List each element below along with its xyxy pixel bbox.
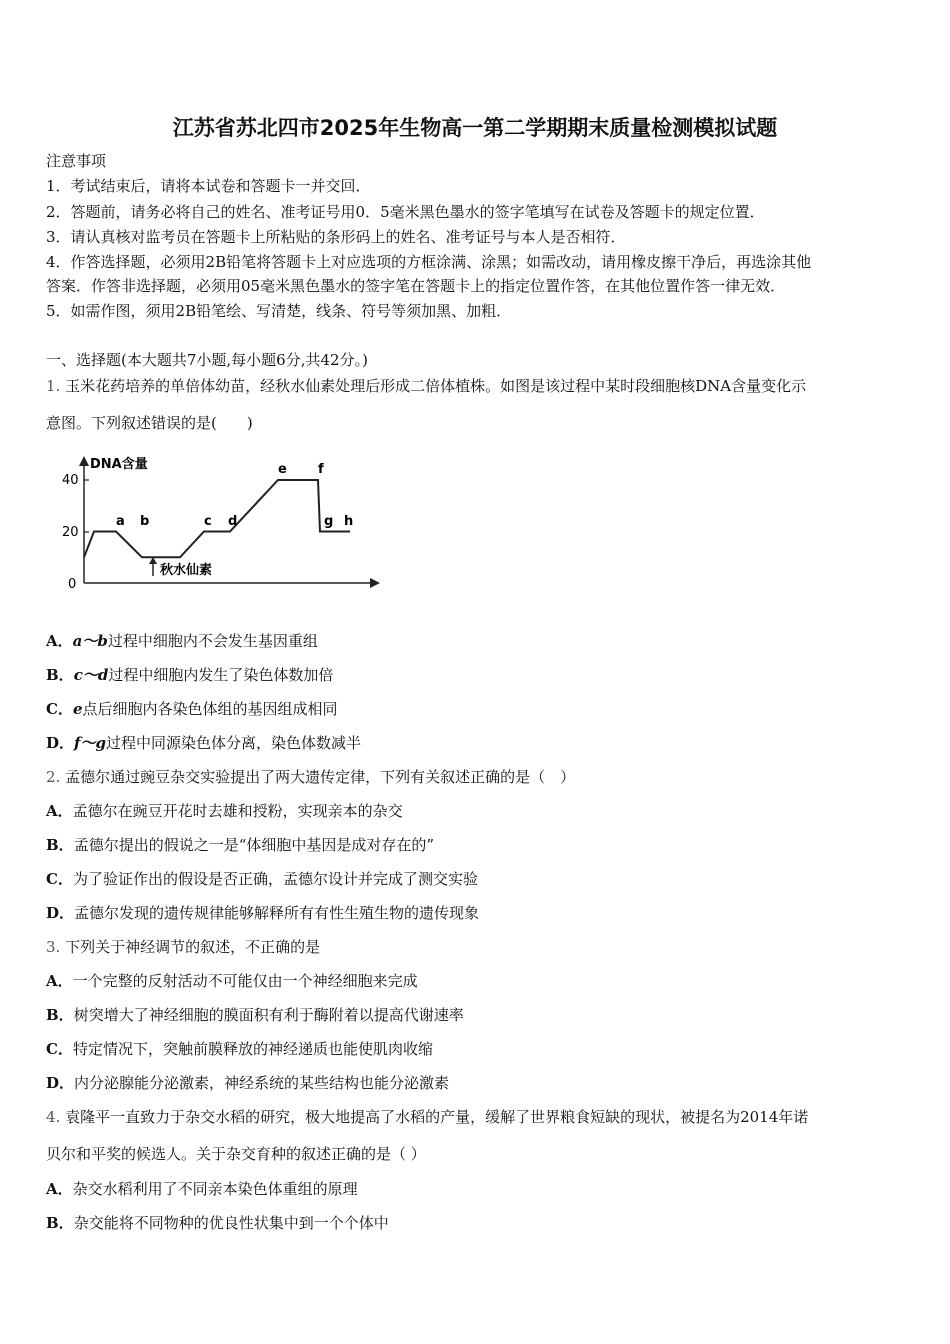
point-label-g: g [324, 514, 334, 529]
question-2 [46, 767, 906, 787]
question-1 [46, 376, 906, 396]
notice-item: 答案．作答非选择题，必须用05毫米黑色墨水的签字笔在答题卡上的指定位置作答，在其他位置作答一律无效． [46, 277, 786, 295]
y-tick-label: 0 [68, 577, 77, 592]
option-text: 特定情况下，突触前膜释放的神经递质也能使肌肉收缩 [72, 1040, 433, 1058]
option-4a[interactable] [46, 1179, 906, 1199]
option-letter: A． [46, 632, 73, 650]
notice-item: 1．考试结束后，请将本试卷和答题卡一并交回． [46, 177, 371, 195]
option-letter: A． [46, 1180, 73, 1198]
option-letter: B． [46, 666, 74, 684]
option-3b[interactable] [46, 1005, 906, 1025]
option-text: 为了验证作出的假设是否正确，孟德尔设计并完成了测交实验 [72, 870, 478, 888]
option-text: 过程中同源染色体分离，染色体数减半 [105, 734, 361, 752]
question-text: 下列关于神经调节的叙述，不正确的是 [65, 938, 321, 956]
option-4b[interactable] [46, 1213, 906, 1233]
option-letter: C． [46, 700, 73, 718]
section-heading: 一、选择题(本大题共7小题,每小题6分,共42分。) [46, 351, 368, 369]
notice-item: 2．答题前，请务必将自己的姓名、准考证号用0．5毫米黑色墨水的签字笔填写在试卷及答题卡的规定位置． [46, 203, 765, 221]
point-label-d: d [228, 514, 238, 529]
option-text: 孟德尔提出的假说之一是“体细胞中基因是成对存在的” [73, 836, 435, 854]
question-text: 孟德尔通过豌豆杂交实验提出了两大遗传定律，下列有关叙述正确的是（ ） [65, 768, 576, 786]
question-text: 玉米花药培养的单倍体幼苗，经秋水仙素处理后形成二倍体植株。如图是该过程中某时段细胞核DNA含量变化示 [65, 377, 807, 395]
option-text: 内分泌腺能分泌激素，神经系统的某些结构也能分泌激素 [74, 1074, 450, 1092]
question-number: 1. [46, 377, 61, 395]
point-label-a: a [116, 514, 125, 529]
option-letter: D． [46, 734, 75, 752]
annotation-label: 秋水仙素 [160, 563, 213, 578]
option-letter: A． [46, 802, 73, 820]
option-letter: B． [46, 836, 74, 854]
option-text: 杂交水稻利用了不同亲本染色体重组的原理 [72, 1180, 358, 1198]
point-label-c: c [204, 514, 212, 529]
question-text-cont: 贝尔和平奖的候选人。关于杂交育种的叙述正确的是（ ） [46, 1145, 426, 1163]
option-letter: B． [46, 1006, 74, 1024]
option-text: 孟德尔发现的遗传规律能够解释所有有性生殖生物的遗传现象 [74, 904, 480, 922]
question-text: 袁隆平一直致力于杂交水稻的研究，极大地提高了水稻的产量，缓解了世界粮食短缺的现状，被提名为2014年诺 [65, 1108, 809, 1126]
option-text: 一个完整的反射活动不可能仅由一个神经细胞来完成 [72, 972, 418, 990]
option-text: 树突增大了神经细胞的膜面积有利于酶附着以提高代谢速率 [73, 1006, 464, 1024]
question-3 [46, 937, 906, 957]
option-letter: D． [46, 1074, 75, 1092]
option-variable: c～d [73, 666, 109, 684]
notice-item: 3．请认真核对监考员在答题卡上所粘贴的条形码上的姓名、准考证号与本人是否相符． [46, 228, 626, 246]
option-text: 点后细胞内各染色体组的基因组成相同 [82, 700, 338, 718]
notice-item: 4．作答选择题，必须用2B铅笔将答题卡上对应选项的方框涂满、涂黑；如需改动，请用橡皮擦干净后，再选涂其他 [46, 253, 812, 271]
option-1a[interactable] [46, 631, 906, 651]
option-text: 过程中细胞内发生了染色体数加倍 [108, 666, 334, 684]
option-1b[interactable] [46, 665, 906, 685]
point-label-f: f [318, 462, 324, 477]
option-letter: A． [46, 972, 73, 990]
y-axis-label: DNA含量 [90, 457, 148, 472]
point-label-e: e [278, 462, 287, 477]
option-text: 杂交能将不同物种的优良性状集中到一个个体中 [73, 1214, 389, 1232]
notice-item: 5．如需作图，须用2B铅笔绘、写清楚，线条、符号等须加黑、加粗． [46, 302, 512, 320]
option-variable: a～b [72, 632, 108, 650]
y-axis-arrow [79, 456, 89, 466]
question-number: 2. [46, 768, 61, 786]
option-2c[interactable] [46, 869, 906, 889]
x-axis-arrow [370, 578, 380, 588]
question-number: 4. [46, 1108, 61, 1126]
option-1c[interactable] [46, 699, 906, 719]
option-1d[interactable] [46, 733, 906, 753]
option-letter: C． [46, 1040, 73, 1058]
question-4 [46, 1107, 906, 1127]
page-title: 江苏省苏北四市2025年生物高一第二学期期末质量检测模拟试题 [172, 116, 778, 140]
point-label-h: h [344, 514, 354, 529]
y-tick-label: 40 [62, 473, 79, 488]
notice-heading: 注意事项 [46, 152, 107, 170]
option-2d[interactable] [46, 903, 906, 923]
option-letter: C． [46, 870, 73, 888]
option-3c[interactable] [46, 1039, 906, 1059]
question-text-cont: 意图。下列叙述错误的是( ) [46, 414, 253, 432]
option-text: 过程中细胞内不会发生基因重组 [107, 632, 318, 650]
option-2b[interactable] [46, 835, 906, 855]
option-variable: e [72, 700, 83, 718]
y-tick-label: 20 [62, 525, 79, 540]
option-3a[interactable] [46, 971, 906, 991]
option-2a[interactable] [46, 801, 906, 821]
question-number: 3. [46, 938, 61, 956]
option-3d[interactable] [46, 1073, 906, 1093]
option-variable: f～g [74, 734, 106, 752]
option-text: 孟德尔在豌豆开花时去雄和授粉，实现亲本的杂交 [72, 802, 403, 820]
option-letter: B． [46, 1214, 74, 1232]
point-label-b: b [140, 514, 150, 529]
dna-content-chart [58, 450, 388, 595]
option-letter: D． [46, 904, 75, 922]
